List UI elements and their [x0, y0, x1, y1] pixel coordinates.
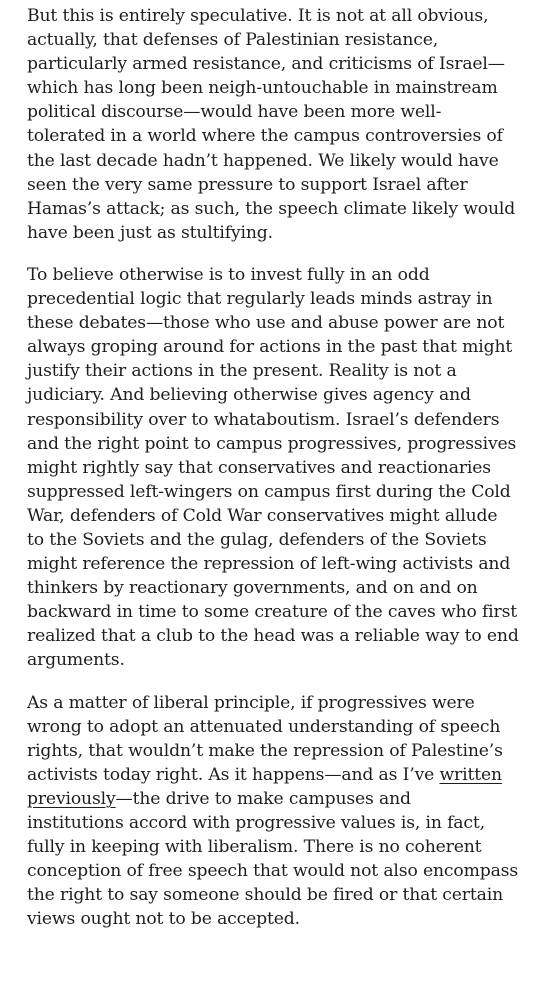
paragraph-3-text-before-link: As a matter of liberal principle, if progressives were wrong to adopt an attenuated understanding of speech rights, that wouldn’t make the repression of Palestine’s activists today right. As it happens—and as I’ve — [27, 692, 503, 785]
article-paragraph-3 — [27, 691, 532, 932]
article-paragraph-1: But this is entirely speculative. It is not at all obvious, actually, that defenses of Palestinian resistance, particularly armed resistance, and criticisms of Israel— which has long been neigh-untouchable in mainstream political discourse—would have been more well- tolerated in a world where the campus controversies of the last decade hadn’t happened. We likely would have seen the very same pressure to support Israel after Hamas’s attack; as such, the speech climate likely would have been just as stultifying. — [27, 6, 516, 243]
written-previously-link[interactable]: written previously — [27, 764, 502, 809]
paragraph-3-text-after-link: —the drive to make campuses and institutions accord with progressive values is, in fact, fully in keeping with liberalism. There is no coherent conception of free speech that would not also encompass the right to say someone should be fired or that certain views ought not to be accepted. — [27, 788, 519, 930]
article-paragraph-2: To believe otherwise is to invest fully in an odd precedential logic that regularly leads minds astray in these debates—those who use and abuse power are not always groping around for actions in the past that might justify their actions in the present. Reality is not a judiciary. And believing otherwise gives agency and responsibility over to whataboutism. Israel’s defenders and the right point to campus progressives, progressives might rightly say that conservatives and reactionaries suppressed left-wingers on campus first during the Cold War, defenders of Cold War conservatives might allude to the Soviets and the gulag, defenders of the Soviets might reference the repression of left-wing activists and thinkers by reactionary governments, and on and on backward in time to some creature of the caves who first realized that a club to the head was a reliable way to end arguments. — [27, 264, 519, 671]
